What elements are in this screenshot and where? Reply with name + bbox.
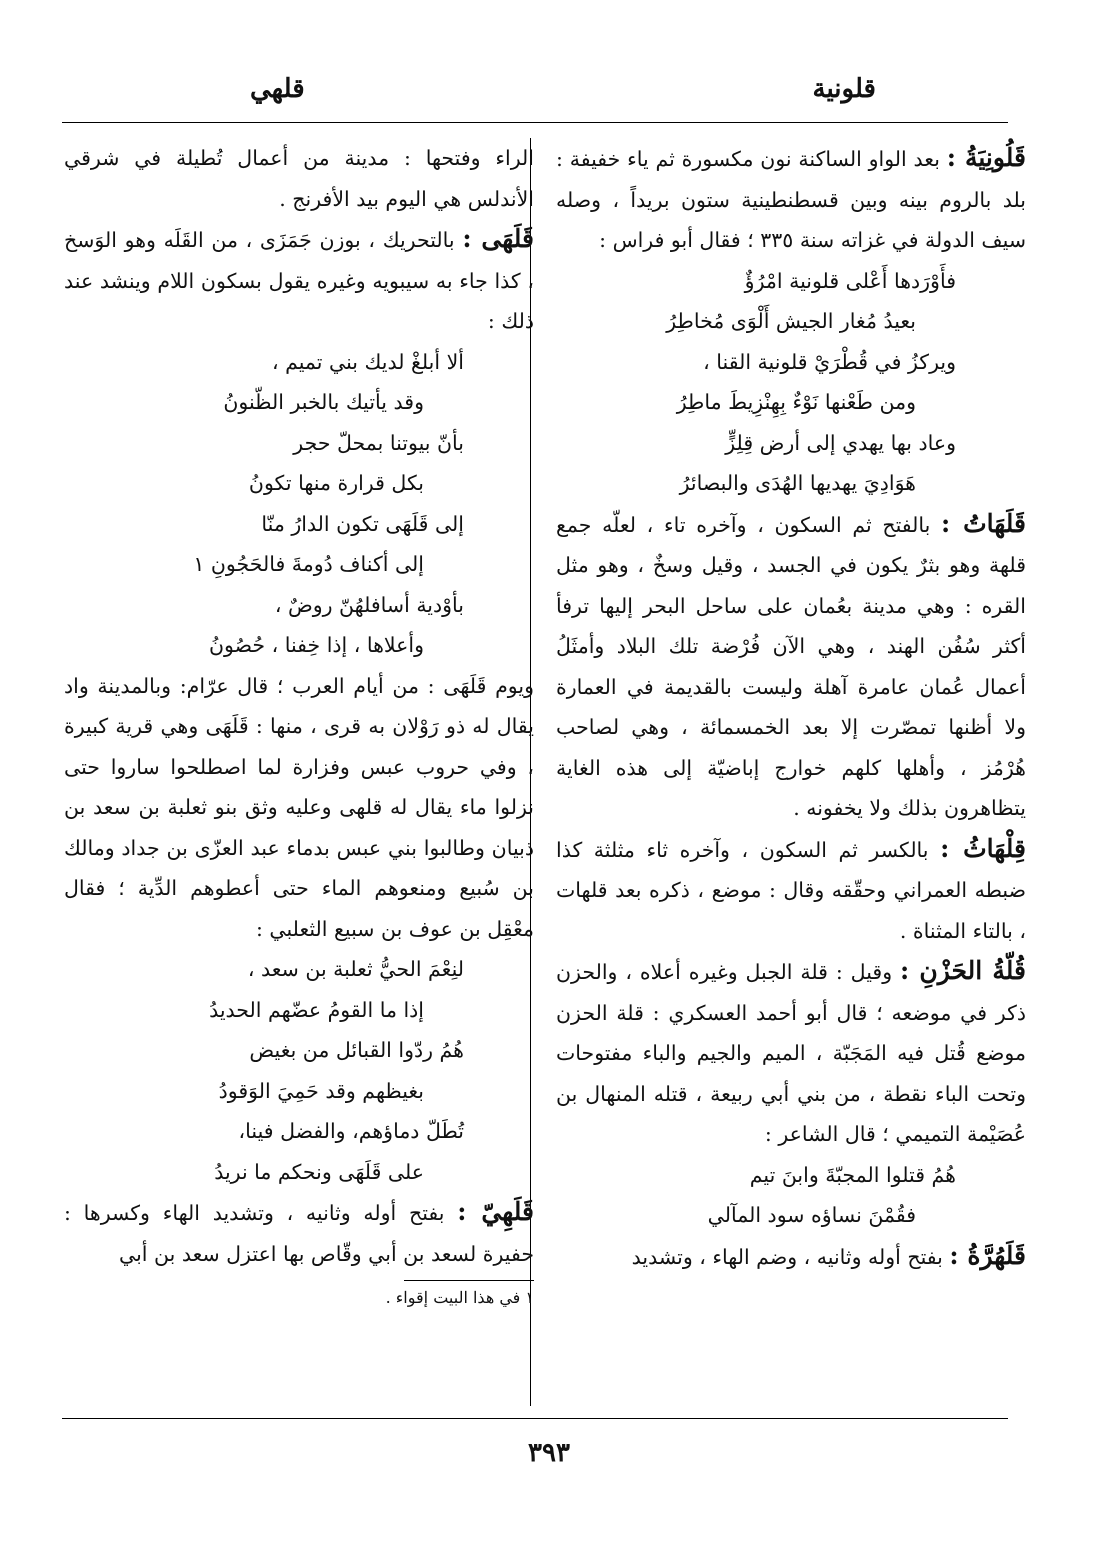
verse-line: ومن طَعْنها نَوْءٌ بِهِنْزِيطَ ماطِرُ (676, 390, 916, 414)
footer-rule (62, 1418, 1008, 1419)
verse-line: بغيظهم وقد حَمِيَ الوَقودُ (218, 1078, 424, 1103)
verse-line: إلى أكناف دُومةَ فالحَجُونِ ١ (193, 552, 424, 576)
verse (64, 342, 534, 423)
running-head-right: قلونية (812, 74, 876, 104)
verse (64, 1030, 534, 1111)
entry-qullat-al-hazn (556, 951, 1026, 1155)
entry-text: بالكسر ثم السكون ، وآخره ثاء مثلثة كذا ضبطه العمراني وحقّقه وقال : موضع ، ذكره بعد قلهات ، بالتاء المثناة . (556, 837, 1026, 943)
verse-line: هُمُ ردّوا القبائل من بغيض (249, 1038, 464, 1062)
entry-text: ويوم قَلَهَى : من أيام العرب ؛ قال عرّام: وبالمدينة واد يقال له ذو رَوْلان به قرى ، منها : قَلَهَى وهي قرية كبيرة ، وفي حروب عبس وفزارة لما اصطلحوا ساروا حتى نزلوا ماء يقال له قلهى وعليه وثق بنو ثعلبة بن سعد بن ذبيان وطالبوا بني عبس بدماء عبد العزّى بن جداد ومالك بن سُبيع ومنعوهم الماء حتى أعطوهم الدِّية ؛ فقال معْقِل بن عوف بن سبيع الثعلبي : (64, 673, 534, 941)
headword: قَلَهَاتُ : (941, 508, 1026, 538)
entry-text: بفتح أوله وثانيه ، وتشديد الهاء وكسرها : حفيرة لسعد بن أبي وقّاص بها اعتزل سعد بن أبي (64, 1201, 534, 1266)
verse (556, 1155, 1026, 1236)
footnote: ١ في هذا البيت إقواء . (385, 1288, 534, 1307)
verse (64, 504, 534, 585)
entry-qalahiyy (64, 1192, 534, 1274)
entry-text: بالتحريك ، بوزن جَمَزَى ، من القَلَه وهو الوَسخ ، كذا جاء به سيبويه وغيره يقول بسكون اللام وينشد عند ذلك : (64, 228, 534, 333)
verse (556, 342, 1026, 423)
verse-line: وأعلاها ، إذا خِفنا ، حُصُونُ (208, 633, 424, 657)
headword: قَلَهُرَّةُ : (949, 1240, 1026, 1270)
verse (556, 261, 1026, 342)
running-head-left: قلهي (250, 74, 305, 104)
page-number: ٣٩٣ (528, 1438, 570, 1468)
verse-line: بأنّ بيوتنا بمحلّ حجر (293, 430, 464, 455)
verse-line: على قَلَهَى ونحكم ما نريدُ (214, 1159, 424, 1184)
headword: قُلّةُ الحَزْنِ : (900, 956, 1026, 985)
verse-line: بعيدُ مُغار الجيش أَلْوَى مُخاطِرُ (666, 309, 916, 333)
entry-qalahat (556, 504, 1026, 829)
verse-line: وقد يأتيك بالخبر الظّنونُ (223, 390, 424, 414)
verse-line: ويركزُ في قُطْرَيْ قلونية القنا ، (703, 349, 956, 374)
verse-line: وعاد بها يهدي إلى أرض قِلِزٍّ (725, 430, 956, 455)
right-column (556, 138, 1026, 1277)
verse-line: بكل قرارة منها تكونُ (248, 471, 424, 495)
headword: قَلَهَى : (462, 224, 534, 253)
verse-line: هُمُ قتلوا المجبّةَ وابنَ تيم (749, 1162, 956, 1187)
verse (64, 1111, 534, 1192)
entry-qalahurra (556, 1236, 1026, 1278)
headword: قِلْهَاثُ : (940, 833, 1026, 863)
verse (64, 949, 534, 1030)
header-rule (62, 122, 1008, 123)
verse (556, 423, 1026, 504)
verse-line: تُطَلّ دماؤهم، والفضل فينا، (238, 1119, 464, 1143)
verse-line: بأوْدية أسافلهُنّ روضٌ ، (274, 592, 464, 617)
verse-line: ألا أبلغْ لديك بني تميم ، (271, 349, 464, 374)
verse-line: إلى قَلَهَى تكون الدارُ منّا (261, 511, 464, 536)
verse (64, 423, 534, 504)
footnote-separator (404, 1280, 534, 1281)
verse-line: لنِعْمَ الحيُّ ثعلبة بن سعد ، (247, 957, 464, 981)
verse-line: فأَوْرَدها أَعْلى قلونية امْرُؤٌ (744, 268, 956, 293)
entry-qilhath (556, 829, 1026, 952)
entry-qaluniya (556, 138, 1026, 261)
verse-line: هَوَادِيَ يهديها الهُدَى والبصائرُ (679, 471, 916, 495)
verse (64, 585, 534, 666)
continuation-text: الراء وفتحها : مدينة من أعمال تُطيلة في شرقي الأندلس هي اليوم بيد الأفرنج . (64, 146, 534, 211)
entry-text: بفتح أوله وثانيه ، وضم الهاء ، وتشديد (631, 1244, 943, 1269)
verse-line: فقُمْنَ نساؤه سود المآلي (707, 1203, 916, 1227)
entry-qalaha (64, 219, 534, 342)
headword: قَلَهِيّ : (457, 1197, 534, 1226)
entry-yawm-qalaha (64, 666, 534, 950)
entry-text: بالفتح ثم السكون ، وآخره تاء ، لعلّه جمع قلهة وهو بثرٌ يكون في الجسد ، وقيل وسخٌ ، وهو مثل القره : وهي مدينة بعُمان على ساحل البحر إليها ترفأ أكثر سُفُن الهند ، وهي الآن فُرْضة تلك البلاد وأمثَلُ أعمال عُمان عامرة آهلة وليست بالقديمة في العمارة ولا أظنها تمصّرت إلا بعد الخمسمائة ، وهي لصاحب هُرْمُز ، وأهلها كلهم خوارج إباضيّة إلى هذه الغاية يتظاهرون بذلك ولا يخفونه . (556, 512, 1026, 820)
headword: قَلُونِيَةُ : (946, 143, 1026, 172)
entry-text: بعد الواو الساكنة نون مكسورة ثم ياء خفيفة : بلد بالروم بينه وبين قسطنطينية ستون بريداً ، وصله سيف الدولة في غزاته سنة ٣٣٥ ؛ فقال أبو فراس : (556, 147, 1026, 252)
left-column (64, 138, 534, 1311)
verse-line: إذا ما القومُ عضّهم الحديدُ (209, 997, 424, 1022)
entry-text: وقيل : قلة الجبل وغيره أعلاه ، والحزن ذكر في موضعه ؛ قال أبو أحمد العسكري : قلة الحزن موضع قُتل فيه المَجَبّة ، الميم والجيم والباء مفتوحات وتحت الباء نقطة ، من بني أبي ربيعة ، قتله المنهال بن عُصَيْمة التميمي ؛ قال الشاعر : (556, 960, 1026, 1146)
